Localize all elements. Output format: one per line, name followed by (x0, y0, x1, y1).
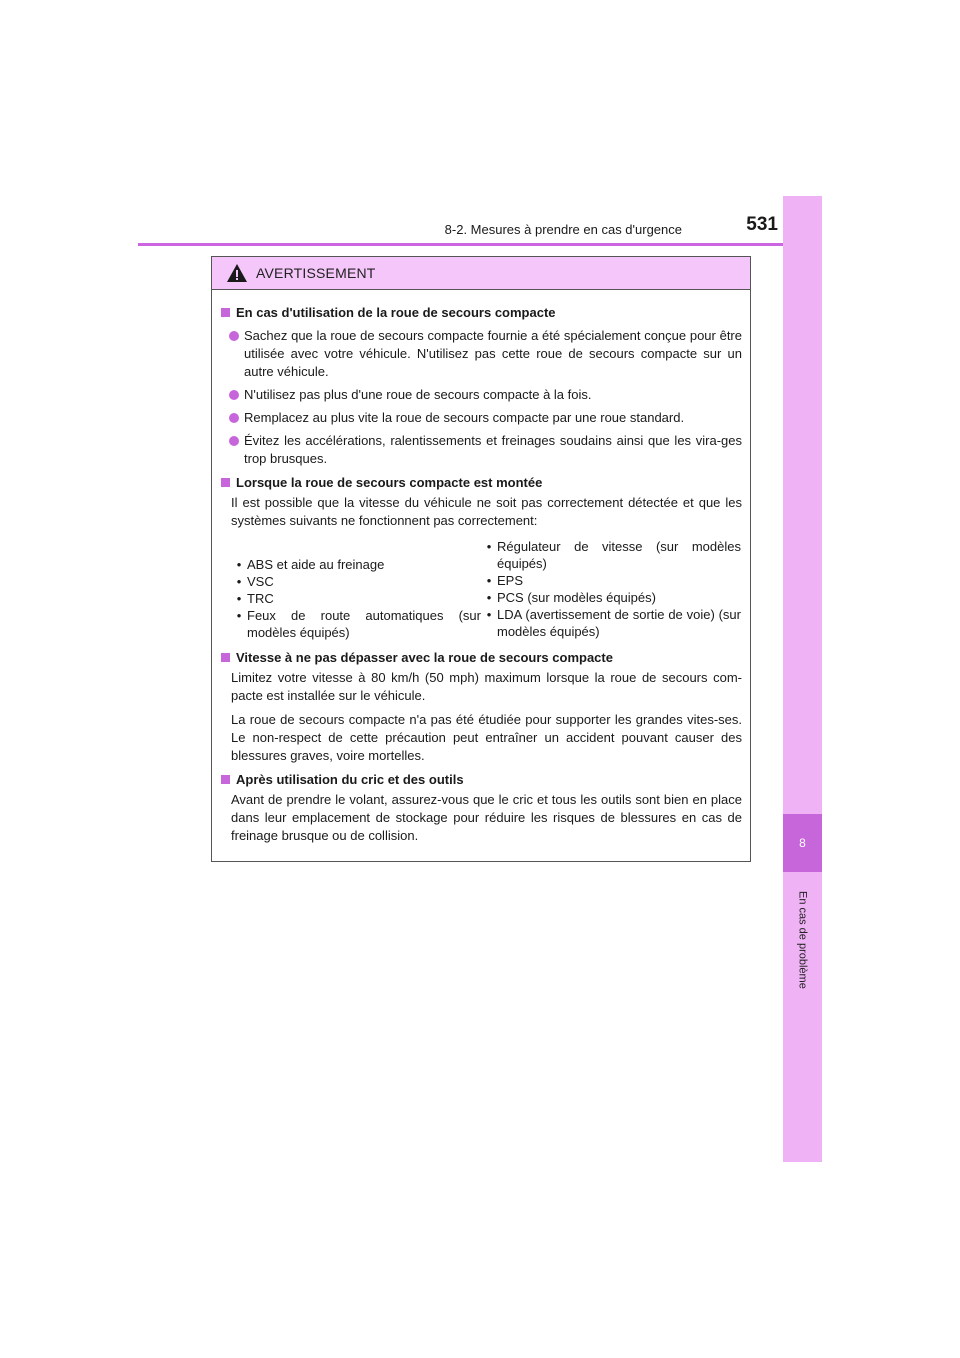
side-tab-chapter-number: 8 (783, 814, 822, 872)
bullet-dot-icon (229, 390, 239, 400)
section-heading (221, 304, 742, 322)
list-item (231, 590, 481, 607)
warning-header (212, 257, 750, 290)
header-rule (138, 243, 822, 246)
section-square-icon (221, 308, 230, 317)
list-item-text: Régulateur de vitesse (sur modèles équipés) (497, 539, 741, 571)
warning-box (211, 256, 751, 862)
list-item (231, 573, 481, 590)
section-heading (221, 649, 742, 667)
list-item-text: EPS (497, 573, 524, 588)
bullet-item (221, 409, 742, 427)
section-heading-text: Vitesse à ne pas dépasser avec la roue de secours compacte (236, 650, 613, 665)
bullet-text: Sachez que la roue de secours compacte fournie a été spécialement conçue pour être utilisée avec votre véhicule. N'utilisez pas cette roue de secours compacte sur un autre véhicule. (244, 328, 742, 379)
bullet-item (221, 386, 742, 404)
list-item-text: LDA (avertissement de sortie de voie) (sur modèles équipés) (497, 607, 741, 639)
section-heading (221, 771, 742, 789)
list-item (481, 538, 741, 572)
bullet-text: N'utilisez pas plus d'une roue de secours compacte à la fois. (244, 387, 592, 402)
bullet-mark: • (236, 574, 242, 589)
list-item-text: PCS (sur modèles équipés) (497, 590, 656, 605)
bullet-mark: • (486, 590, 492, 605)
bullet-dot-icon (229, 331, 239, 341)
list-item (231, 607, 481, 641)
bullet-text: Remplacez au plus vite la roue de secours compacte par une roue standard. (244, 410, 685, 425)
page-number: 531 (746, 214, 778, 235)
system-lists (221, 538, 742, 641)
section-heading-text: En cas d'utilisation de la roue de secours compacte (236, 305, 556, 320)
list-item-text: TRC (247, 591, 274, 606)
list-item (231, 556, 481, 573)
bullet-mark: • (486, 539, 492, 554)
bullet-dot-icon (229, 413, 239, 423)
warning-title: AVERTISSEMENT (256, 265, 376, 281)
list-item (481, 589, 741, 606)
paragraph: Il est possible que la vitesse du véhicule ne soit pas correctement détectée et que les systèmes suivants ne fonctionnent pas correctement: (231, 495, 742, 528)
section-square-icon (221, 653, 230, 662)
bullet-mark: • (236, 557, 242, 572)
bullet-mark: • (486, 607, 492, 622)
bullet-item (221, 432, 742, 468)
list-item (481, 572, 741, 589)
side-tab (783, 196, 822, 814)
section-square-icon (221, 478, 230, 487)
side-tab-label-text: En cas de problème (796, 891, 809, 989)
paragraph: La roue de secours compacte n'a pas été étudiée pour supporter les grandes vites-ses. Le non-respect de cette précaution peut entraîner un accident pouvant causer des blessures graves, voire mortelles. (231, 712, 742, 763)
section-heading (221, 474, 742, 492)
list-item-text: VSC (247, 574, 274, 589)
warning-content (212, 290, 750, 845)
list-item-text: Feux de route automatiques (sur modèles équipés) (247, 608, 481, 640)
side-tab-label (783, 880, 822, 1000)
list-item (481, 606, 741, 640)
list-item-text: ABS et aide au freinage (247, 557, 385, 572)
warning-triangle-icon (226, 263, 248, 283)
header-title: 8-2. Mesures à prendre en cas d'urgence (444, 222, 682, 237)
paragraph: Avant de prendre le volant, assurez-vous que le cric et tous les outils sont bien en place dans leur emplacement de stockage pour réduire les risques de blessures en cas de freinage brusque ou de collision. (231, 792, 742, 843)
system-list-right (481, 538, 741, 641)
section-heading-text: Lorsque la roue de secours compacte est montée (236, 475, 543, 490)
bullet-text: Évitez les accélérations, ralentissements et freinages soudains ainsi que les vira-ges trop brusques. (244, 433, 742, 466)
bullet-mark: • (486, 573, 492, 588)
bullet-item (221, 327, 742, 381)
bullet-mark: • (236, 608, 242, 623)
bullet-mark: • (236, 591, 242, 606)
section-heading-text: Après utilisation du cric et des outils (236, 772, 464, 787)
system-list-left (231, 538, 481, 641)
bullet-dot-icon (229, 436, 239, 446)
section-square-icon (221, 775, 230, 784)
paragraph: Limitez votre vitesse à 80 km/h (50 mph) maximum lorsque la roue de secours com-pacte est installée sur le véhicule. (231, 670, 742, 703)
